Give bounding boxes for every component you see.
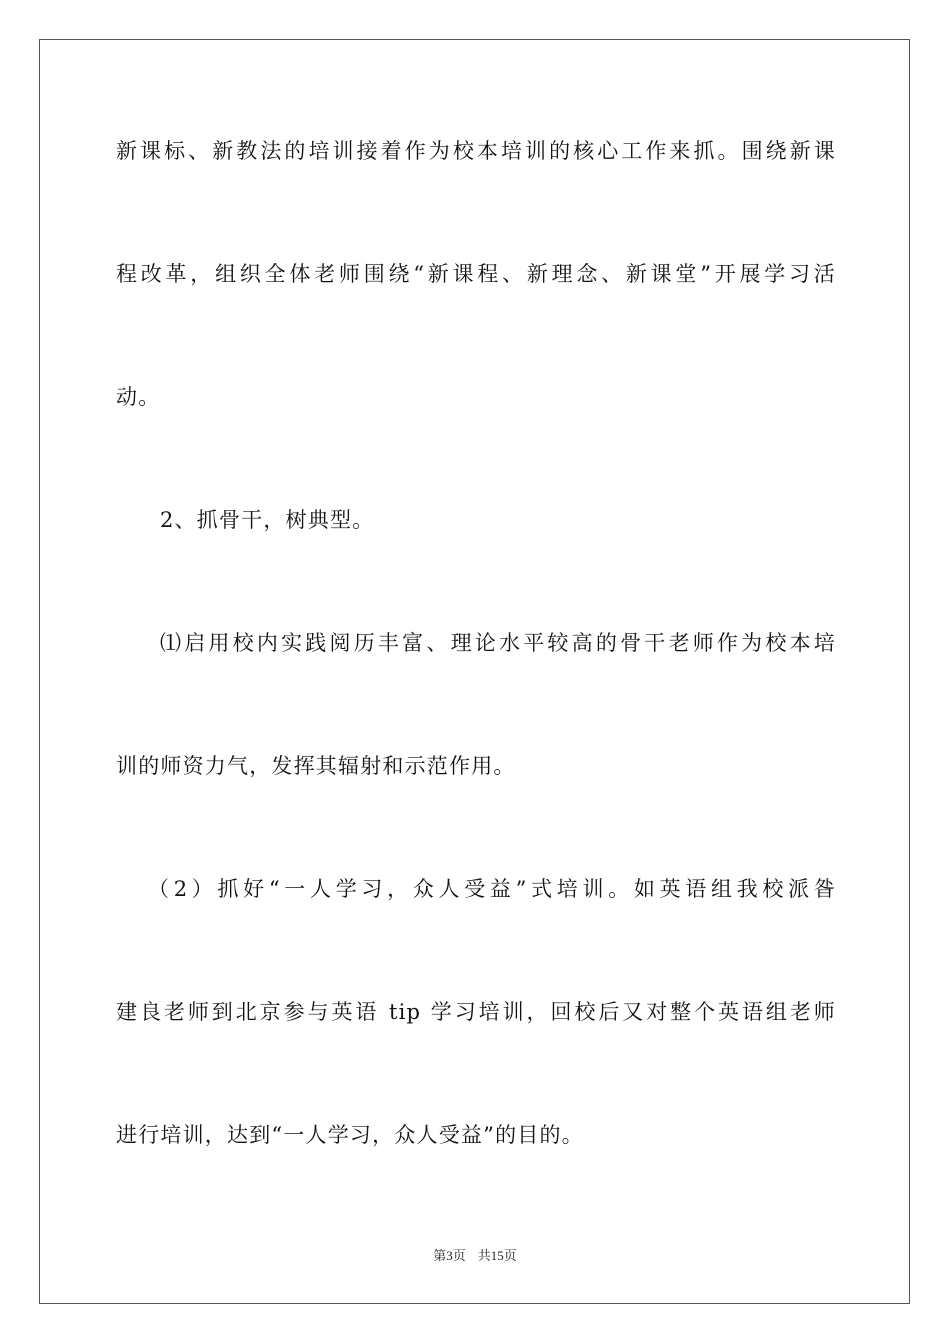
paragraph-line-2: 程改革，组织全体老师围绕“新课程、新理念、新课堂”开展学习活	[116, 262, 836, 286]
page-number: 第3页	[433, 1248, 466, 1263]
paragraph-line-1: 新课标、新教法的培训接着作为校本培训的核心工作来抓。围绕新课	[116, 139, 836, 163]
paragraph-line-6: 训的师资力气，发挥其辐射和示范作用。	[116, 754, 516, 778]
page-footer	[0, 1247, 950, 1265]
paragraph-line-9: 进行培训，达到“一人学习，众人受益”的目的。	[116, 1123, 584, 1147]
page-total: 共15页	[477, 1248, 517, 1263]
paragraph-line-8: 建良老师到北京参与英语 tip 学习培训，回校后又对整个英语组老师	[116, 1000, 836, 1024]
paragraph-line-3: 动。	[116, 385, 161, 409]
section-heading: 2、抓骨干，树典型。	[160, 508, 375, 532]
paragraph-line-7: （2）抓好“一人学习，众人受益”式培训。如英语组我校派昝	[148, 877, 836, 901]
paragraph-line-5: ⑴启用校内实践阅历丰富、理论水平较高的骨干老师作为校本培	[160, 631, 836, 655]
page-border	[39, 39, 910, 1304]
